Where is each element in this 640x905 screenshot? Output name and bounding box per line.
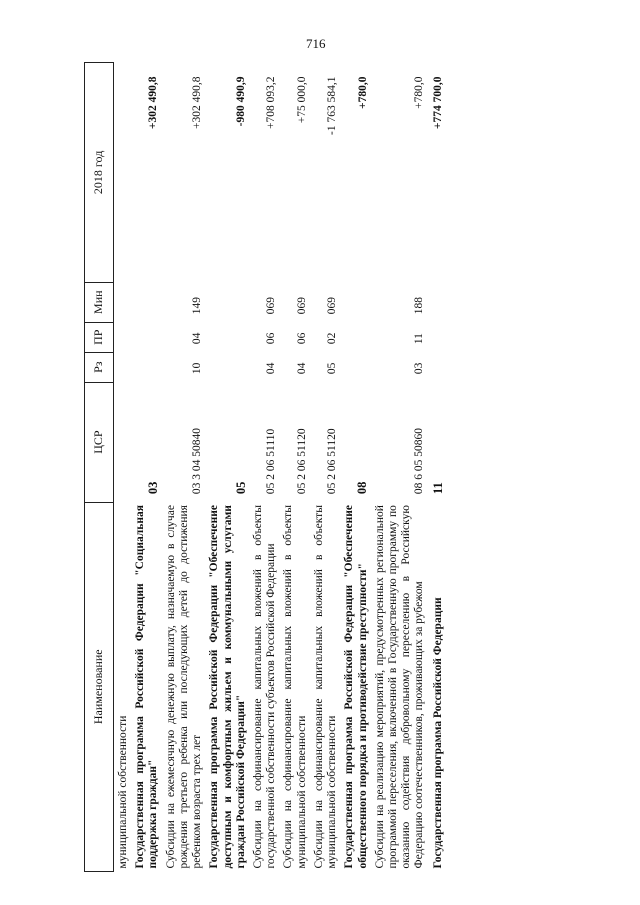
- table-body: [114, 63, 447, 872]
- row-min: 069: [326, 296, 339, 315]
- table-row: [114, 63, 133, 872]
- row-value: -980 490,9: [234, 76, 247, 127]
- row-value: +75 000,0: [295, 76, 308, 124]
- row-rz: 10: [191, 362, 204, 375]
- row-csr: 03 3 04 50840: [191, 427, 204, 495]
- table-row: [341, 63, 371, 872]
- header-name: Наименование: [85, 502, 114, 871]
- row-pr: 04: [191, 332, 204, 345]
- row-rz: 04: [265, 362, 278, 375]
- table-row: [132, 63, 162, 872]
- row-min: [341, 282, 371, 322]
- row-rz: 03: [413, 362, 426, 375]
- row-min: 188: [413, 296, 426, 315]
- row-value: +774 700,0: [431, 76, 444, 130]
- row-name: Субсидии на софинансирование капитальных вложений в объекты муниципальной собственности: [312, 505, 339, 869]
- row-csr: 05 2 06 51110: [265, 428, 278, 495]
- row-csr: 08 6 05 50860: [413, 427, 426, 495]
- row-pr: [206, 322, 250, 352]
- row-pr: [132, 322, 162, 352]
- row-csr: [114, 382, 133, 502]
- row-min: [114, 282, 133, 322]
- row-name: Субсидии на реализацию мероприятий, предусмотренных региональной программой переселения, включенной в Государственную программу по оказанию содействия добровольному переселению в Российскую Федерацию соотечественников, проживающих за рубежом: [373, 505, 426, 869]
- row-name: Государственная программа Российской Федерации: [431, 597, 444, 869]
- rotated-content: [84, 62, 608, 872]
- row-rz: 05: [326, 362, 339, 375]
- header-rz: Рз: [85, 352, 114, 382]
- row-value: +708 093,2: [265, 76, 278, 129]
- table-row: [280, 63, 310, 872]
- row-min: [206, 282, 250, 322]
- row-csr: 11: [430, 482, 445, 495]
- row-name: Государственная программа Российской Федерации "Социальная поддержка граждан": [134, 505, 160, 869]
- header-pr: ПР: [85, 322, 114, 352]
- row-rz: [114, 352, 133, 382]
- table-row: [163, 63, 207, 872]
- row-pr: [341, 322, 371, 352]
- row-csr: 05 2 06 51120: [295, 428, 308, 495]
- row-name: муниципальной собственности: [117, 715, 129, 869]
- row-csr: 08: [355, 481, 370, 495]
- row-rz: [206, 352, 250, 382]
- header-min: Мин: [85, 282, 114, 322]
- row-min: 149: [191, 296, 204, 315]
- table-row: [206, 63, 250, 872]
- row-name: Субсидии на софинансирование капитальных вложений в объекты государственной собственности субъектов Российской Федерации: [251, 505, 278, 869]
- row-value: [114, 63, 133, 283]
- row-rz: 04: [295, 362, 308, 375]
- header-year: 2018 год: [85, 63, 114, 283]
- page-number: 716: [306, 36, 326, 51]
- row-min: 069: [295, 296, 308, 315]
- row-value: +302 490,8: [147, 76, 160, 130]
- rotated-table-frame: [84, 62, 608, 872]
- row-csr: 05 2 06 51120: [326, 428, 339, 495]
- row-min: [429, 282, 447, 322]
- table-header-row: [85, 63, 114, 872]
- budget-table: [84, 62, 447, 872]
- row-pr: 06: [265, 332, 278, 345]
- row-name: Субсидии на софинансирование капитальных вложений в объекты муниципальной собственности: [282, 505, 308, 869]
- row-value: +302 490,8: [191, 76, 204, 129]
- row-pr: [429, 322, 447, 352]
- row-value: +780,0: [413, 76, 426, 109]
- header-csr: ЦСР: [85, 382, 114, 502]
- row-min: 069: [265, 296, 278, 315]
- row-rz: [341, 352, 371, 382]
- row-pr: 11: [413, 333, 426, 345]
- row-rz: [132, 352, 162, 382]
- row-pr: 06: [295, 332, 308, 345]
- table-row: [250, 63, 280, 872]
- row-value: -1 763 584,1: [326, 76, 339, 135]
- row-name: Государственная программа Российской Федерации "Обеспечение доступным и комфортным жильем и коммунальными услугами граждан Российской Федерации": [208, 505, 247, 869]
- row-csr: 03: [146, 481, 161, 495]
- row-name: Государственная программа Российской Федерации "Обеспечение общественного порядка и противодействие преступности": [343, 505, 369, 869]
- row-pr: 02: [326, 332, 339, 345]
- row-rz: [429, 352, 447, 382]
- row-csr: 05: [233, 481, 248, 495]
- row-name: Субсидии на ежемесячную денежную выплату, назначаемую в случае рождения третьего ребенка или последующих детей до достижения ребенком возраста трех лет: [164, 505, 204, 869]
- table-row: [372, 63, 429, 872]
- row-pr: [114, 322, 133, 352]
- row-value: +780,0: [356, 76, 369, 109]
- row-min: [132, 282, 162, 322]
- table-row: [429, 63, 447, 872]
- table-row: [311, 63, 341, 872]
